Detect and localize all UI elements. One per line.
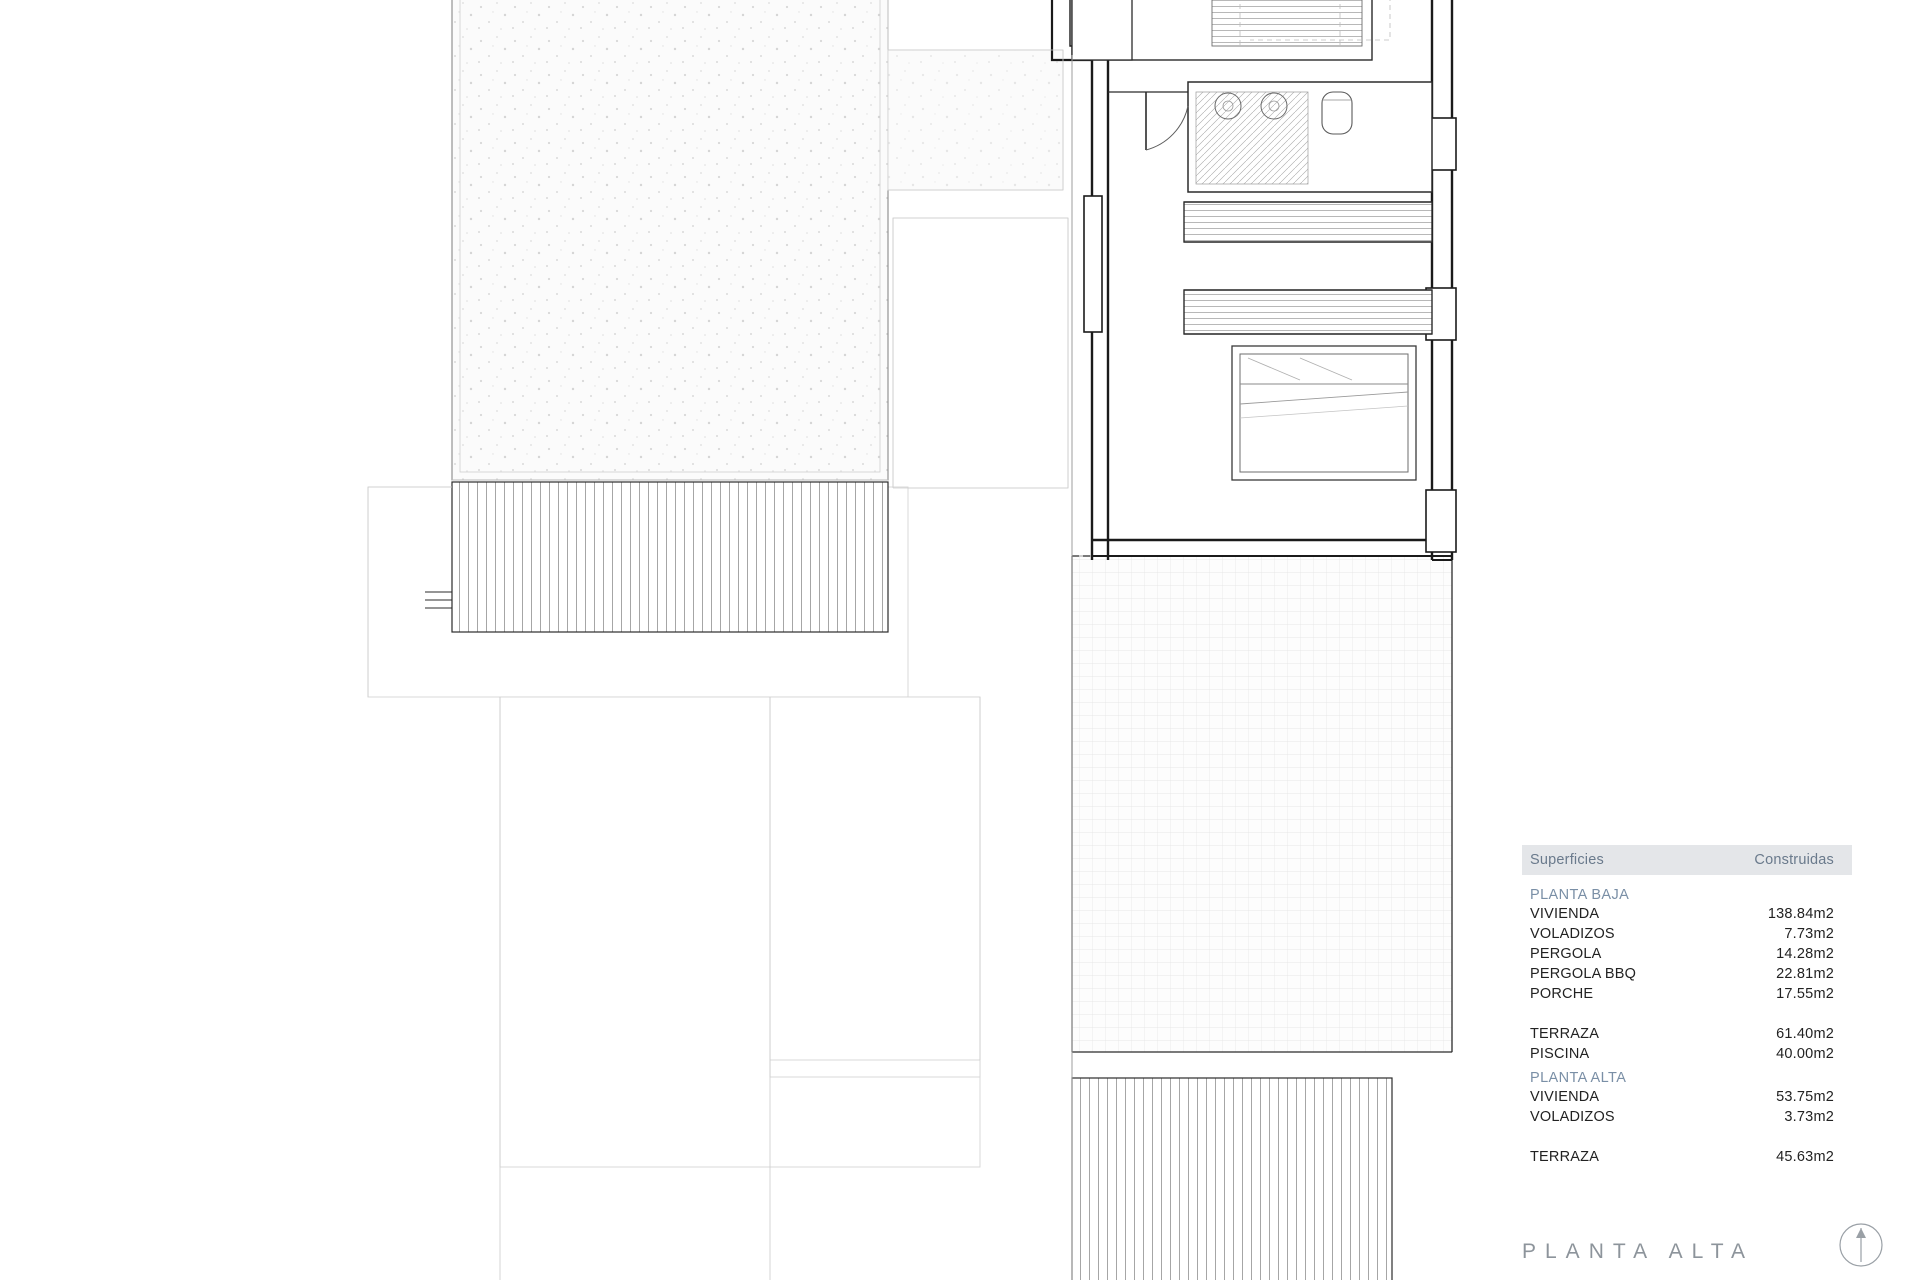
surfaces-legend bbox=[1522, 845, 1852, 1167]
legend-row-value: 7.73m2 bbox=[1784, 926, 1834, 942]
legend-row-value: 45.63m2 bbox=[1776, 1149, 1834, 1165]
bathroom bbox=[1108, 82, 1432, 192]
wardrobes bbox=[1184, 202, 1432, 334]
lower-deck bbox=[1072, 1078, 1392, 1280]
legend-row bbox=[1530, 1024, 1844, 1044]
plan-geometry bbox=[368, 0, 1456, 1280]
legend-body bbox=[1522, 875, 1852, 1167]
legend-row-label: PISCINA bbox=[1530, 1046, 1590, 1062]
legend-row-label: VIVIENDA bbox=[1530, 906, 1600, 922]
legend-header-row bbox=[1522, 845, 1852, 875]
legend-row-value: 138.84m2 bbox=[1767, 906, 1834, 922]
north-arrow-icon bbox=[1838, 1222, 1884, 1268]
legend-row-value: 53.75m2 bbox=[1776, 1089, 1834, 1105]
legend-row bbox=[1530, 964, 1844, 984]
legend-row-label: VIVIENDA bbox=[1530, 1089, 1600, 1105]
legend-row-label: PERGOLA bbox=[1530, 946, 1602, 962]
legend-row bbox=[1530, 1107, 1844, 1127]
legend-row bbox=[1530, 984, 1844, 1004]
legend-header-built: Construidas bbox=[1754, 852, 1834, 868]
legend-row bbox=[1530, 1147, 1844, 1167]
legend-row-label: PORCHE bbox=[1530, 986, 1594, 1002]
pool-deck bbox=[425, 482, 888, 632]
legend-section-planta-baja: PLANTA BAJA bbox=[1530, 887, 1630, 903]
legend-row-label: PERGOLA BBQ bbox=[1530, 966, 1637, 982]
legend-spacer bbox=[1530, 1004, 1844, 1024]
legend-row-label: TERRAZA bbox=[1530, 1026, 1600, 1042]
staircase bbox=[1072, 0, 1390, 60]
legend-row bbox=[1530, 904, 1844, 924]
legend-row-value: 17.55m2 bbox=[1776, 986, 1834, 1002]
upper-terrace bbox=[1072, 556, 1452, 1052]
legend-row bbox=[1530, 1044, 1844, 1064]
legend-row-value: 22.81m2 bbox=[1776, 966, 1834, 982]
legend-spacer bbox=[1530, 1127, 1844, 1147]
legend-row-value: 40.00m2 bbox=[1776, 1046, 1834, 1062]
page-title: PLANTA ALTA bbox=[1522, 1240, 1755, 1263]
legend-row-label: VOLADIZOS bbox=[1530, 1109, 1615, 1125]
legend-row-value: 61.40m2 bbox=[1776, 1026, 1834, 1042]
legend-row bbox=[1530, 944, 1844, 964]
legend-row-label: TERRAZA bbox=[1530, 1149, 1600, 1165]
legend-section-planta-alta: PLANTA ALTA bbox=[1530, 1070, 1627, 1086]
legend-row bbox=[1530, 1087, 1844, 1107]
swimming-pool bbox=[452, 0, 888, 480]
legend-row bbox=[1530, 924, 1844, 944]
bedroom bbox=[1232, 346, 1416, 480]
legend-row-value: 3.73m2 bbox=[1784, 1109, 1834, 1125]
legend-row-value: 14.28m2 bbox=[1776, 946, 1834, 962]
legend-row-label: VOLADIZOS bbox=[1530, 926, 1615, 942]
legend-header-surfaces: Superficies bbox=[1530, 852, 1604, 868]
